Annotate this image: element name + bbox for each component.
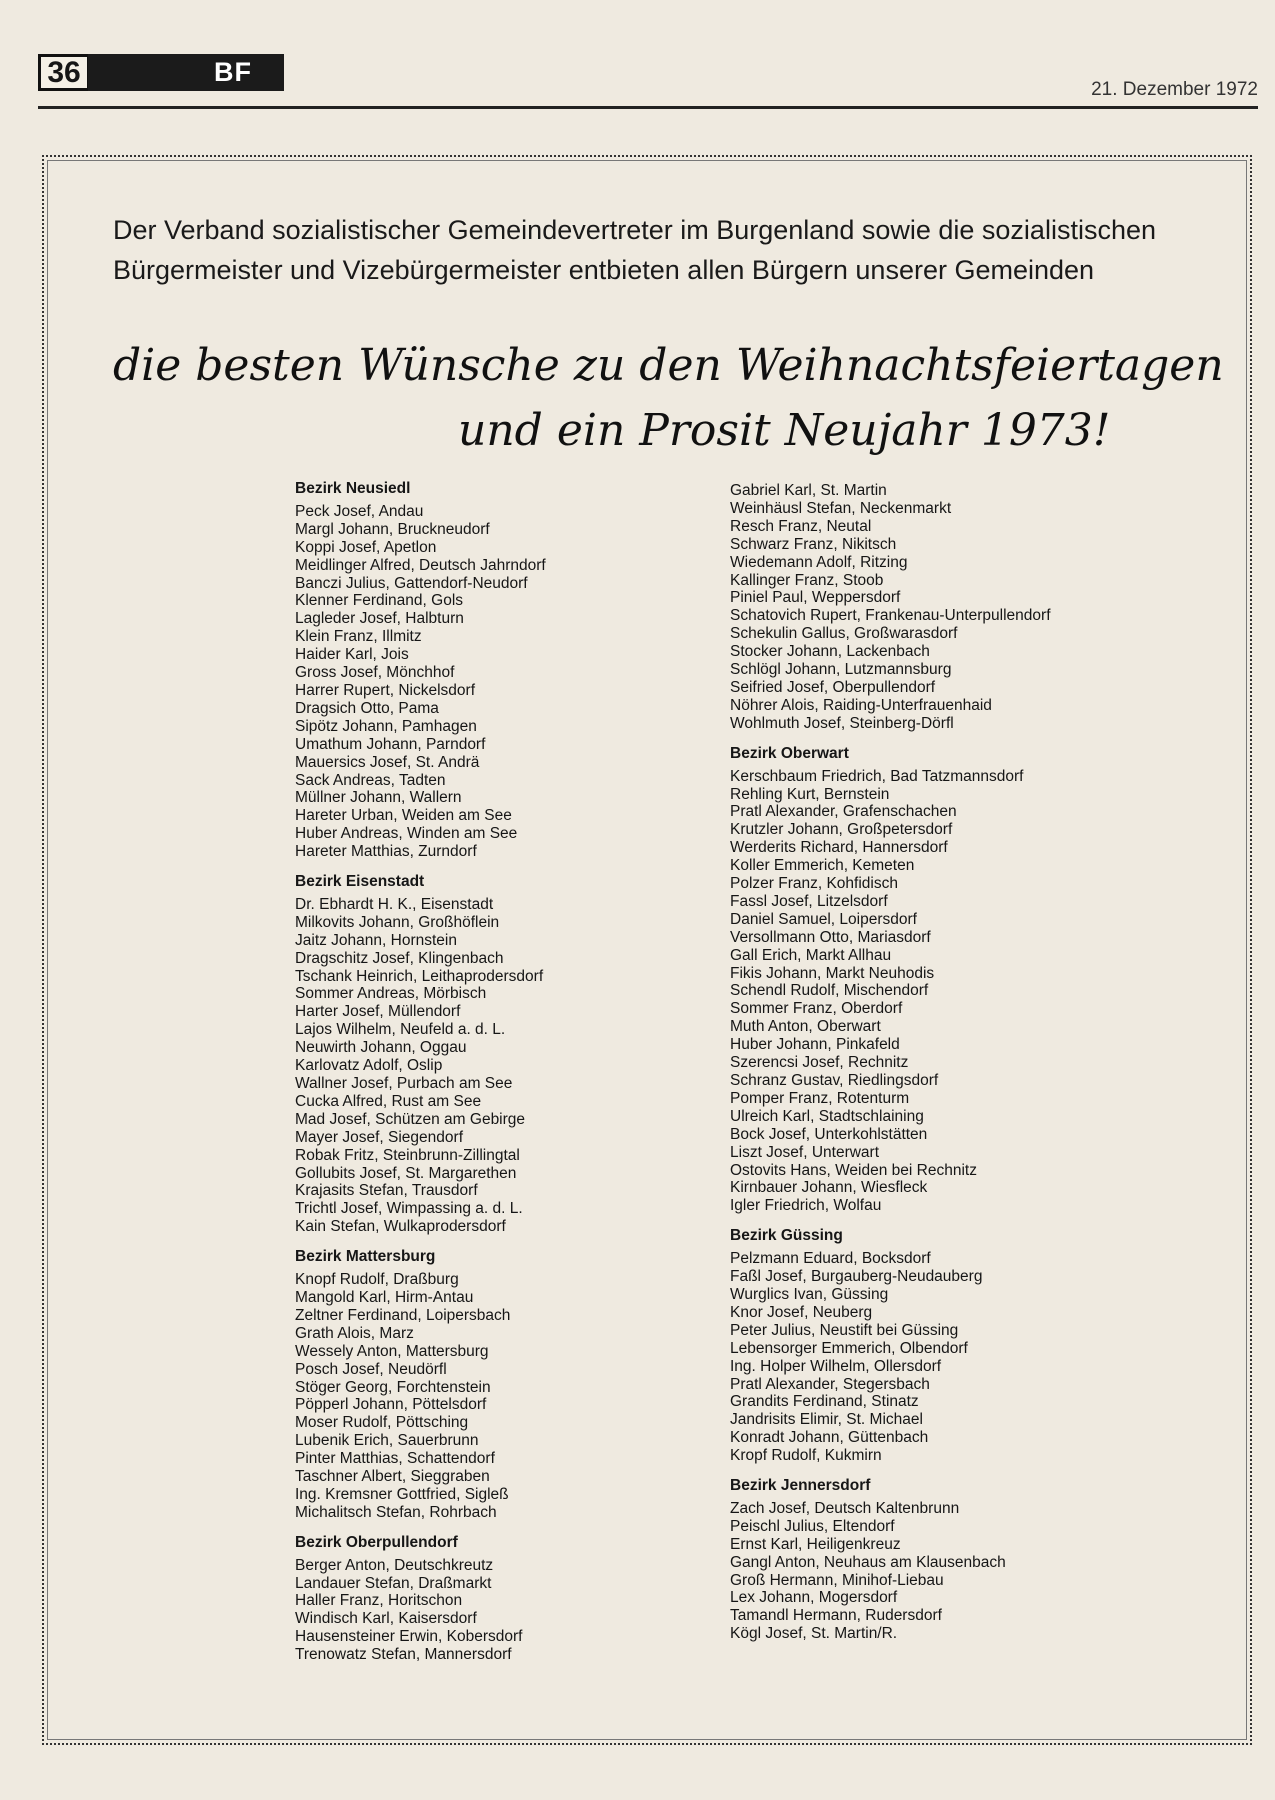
list-item: Schekulin Gallus, Großwarasdorf	[730, 625, 958, 643]
list-item: Kirnbauer Johann, Wiesfleck	[730, 1179, 928, 1197]
list-item: Kropf Rudolf, Kukmirn	[730, 1447, 882, 1465]
district-section	[730, 1227, 1250, 1465]
list-item: Neuwirth Johann, Oggau	[295, 1039, 467, 1057]
list-item: Sommer Andreas, Mörbisch	[295, 985, 487, 1003]
list-item: Polzer Franz, Kohfidisch	[730, 875, 898, 893]
list-item: Trenowatz Stefan, Mannersdorf	[295, 1646, 512, 1664]
list-item: Berger Anton, Deutschkreutz	[295, 1556, 494, 1574]
list-item: Sipötz Johann, Pamhagen	[295, 717, 477, 735]
list-item: Piniel Paul, Weppersdorf	[730, 589, 901, 607]
list-item: Müllner Johann, Wallern	[295, 789, 462, 807]
list-item: Faßl Josef, Burgauberg-Neudauberg	[730, 1268, 983, 1286]
list-item: Gollubits Josef, St. Margarethen	[295, 1164, 517, 1182]
district-section	[295, 480, 735, 861]
list-item: Stöger Georg, Forchtenstein	[295, 1378, 491, 1396]
list-item: Posch Josef, Neudörfl	[295, 1360, 447, 1378]
list-item: Knopf Rudolf, Draßburg	[295, 1271, 459, 1289]
list-item: Cucka Alfred, Rust am See	[295, 1092, 482, 1110]
list-item: Tschank Heinrich, Leithaprodersdorf	[295, 967, 544, 985]
list-item: Pöpperl Johann, Pöttelsdorf	[295, 1396, 487, 1414]
list-item: Kerschbaum Friedrich, Bad Tatzmannsdorf	[730, 767, 1024, 785]
list-item: Lubenik Erich, Sauerbrunn	[295, 1432, 479, 1450]
publication-badge: BF	[88, 54, 284, 91]
name-list	[730, 482, 1250, 733]
list-item: Ernst Karl, Heiligenkreuz	[730, 1535, 901, 1553]
list-item: Dr. Ebhardt H. K., Eisenstadt	[295, 895, 494, 913]
list-item: Grath Alois, Marz	[295, 1324, 414, 1342]
list-item: Hareter Matthias, Zurndorf	[295, 843, 477, 861]
greeting-line-2: und ein Prosit Neujahr 1973!	[458, 405, 1111, 456]
name-list	[730, 1250, 1250, 1465]
name-list	[295, 1271, 735, 1522]
list-item: Koppi Josef, Apetlon	[295, 538, 437, 556]
name-list	[295, 1557, 735, 1664]
list-item: Fikis Johann, Markt Neuhodis	[730, 964, 935, 982]
list-item: Haller Franz, Horitschon	[295, 1592, 463, 1610]
list-item: Schranz Gustav, Riedlingsdorf	[730, 1072, 939, 1089]
names-column-left	[295, 480, 735, 1676]
list-item: Mauersics Josef, St. Andrä	[295, 753, 480, 771]
list-item: Ing. Kremsner Gottfried, Sigleß	[295, 1485, 509, 1503]
list-item: Pelzmann Eduard, Bocksdorf	[730, 1250, 931, 1268]
page-number: 36	[38, 54, 90, 91]
list-item: Mad Josef, Schützen am Gebirge	[295, 1110, 526, 1128]
list-item: Koller Emmerich, Kemeten	[730, 857, 915, 875]
list-item: Peter Julius, Neustift bei Güssing	[730, 1321, 959, 1339]
list-item: Trichtl Josef, Wimpassing a. d. L.	[295, 1200, 523, 1218]
list-item: Moser Rudolf, Pöttsching	[295, 1414, 469, 1432]
page-header	[38, 54, 1258, 110]
list-item: Umathum Johann, Parndorf	[295, 735, 486, 753]
list-item: Nöhrer Alois, Raiding-Unterfrauenhaid	[730, 696, 992, 714]
list-item: Banczi Julius, Gattendorf-Neudorf	[295, 574, 528, 592]
list-item: Milkovits Johann, Großhöflein	[295, 913, 500, 931]
list-item: Seifried Josef, Oberpullendorf	[730, 678, 936, 696]
list-item: Lebensorger Emmerich, Olbendorf	[730, 1339, 968, 1357]
list-item: Lagleder Josef, Halbturn	[295, 610, 464, 628]
list-item: Stocker Johann, Lackenbach	[730, 643, 930, 661]
district-heading: Bezirk Neusiedl	[295, 480, 411, 497]
district-heading: Bezirk Jennersdorf	[730, 1477, 871, 1495]
name-list	[295, 896, 735, 1236]
list-item: Ostovits Hans, Weiden bei Rechnitz	[730, 1161, 977, 1179]
list-item: Gross Josef, Mönchhof	[295, 664, 455, 682]
list-item: Resch Franz, Neutal	[730, 517, 872, 535]
list-item: Pinter Matthias, Schattendorf	[295, 1450, 495, 1468]
list-item: Werderits Richard, Hannersdorf	[730, 839, 948, 857]
district-heading: Bezirk Eisenstadt	[295, 873, 425, 891]
list-item: Karlovatz Adolf, Oslip	[295, 1057, 443, 1075]
list-item: Zach Josef, Deutsch Kaltenbrunn	[730, 1499, 960, 1517]
list-item: Landauer Stefan, Draßmarkt	[295, 1574, 492, 1592]
list-item: Taschner Albert, Sieggraben	[295, 1468, 490, 1486]
list-item: Hareter Urban, Weiden am See	[295, 807, 512, 825]
header-rule	[38, 106, 1258, 109]
district-heading: Bezirk Oberpullendorf	[295, 1533, 458, 1551]
list-item: Gangl Anton, Neuhaus am Klausenbach	[730, 1553, 1006, 1571]
names-column-right	[730, 482, 1250, 1655]
list-item: Pratl Alexander, Stegersbach	[730, 1375, 930, 1393]
list-item: Krutzler Johann, Großpetersdorf	[730, 821, 953, 839]
list-item: Michalitsch Stefan, Rohrbach	[295, 1503, 497, 1521]
list-item: Pratl Alexander, Grafenschachen	[730, 803, 957, 821]
list-item: Mayer Josef, Siegendorf	[295, 1128, 464, 1146]
list-item: Bock Josef, Unterkohlstätten	[730, 1125, 928, 1143]
list-item: Wessely Anton, Mattersburg	[295, 1342, 489, 1360]
name-list	[730, 1500, 1250, 1643]
list-item: Kallinger Franz, Stoob	[730, 571, 884, 589]
list-item: Meidlinger Alfred, Deutsch Jahrndorf	[295, 556, 546, 574]
list-item: Rehling Kurt, Bernstein	[730, 785, 890, 803]
district-section	[730, 745, 1250, 1216]
list-item: Knor Josef, Neuberg	[730, 1303, 873, 1321]
list-item: Schatovich Rupert, Frankenau-Unterpullendorf	[730, 607, 1051, 625]
name-list	[730, 768, 1250, 1216]
list-item: Sack Andreas, Tadten	[295, 771, 446, 789]
list-item: Klenner Ferdinand, Gols	[295, 592, 464, 610]
list-item: Gabriel Karl, St. Martin	[730, 482, 887, 499]
list-item: Weinhäusl Stefan, Neckenmarkt	[730, 499, 952, 517]
list-item: Dragsich Otto, Pama	[295, 699, 439, 717]
greeting-line-1: die besten Wünsche zu den Weihnachtsfeiertagen	[113, 340, 1224, 391]
district-section	[730, 482, 1250, 733]
list-item: Pomper Franz, Rotenturm	[730, 1089, 910, 1107]
list-item: Gall Erich, Markt Allhau	[730, 946, 892, 964]
name-list	[295, 503, 735, 861]
list-item: Schendl Rudolf, Mischendorf	[730, 982, 929, 1000]
list-item: Huber Johann, Pinkafeld	[730, 1036, 900, 1054]
district-section	[295, 873, 735, 1236]
list-item: Huber Andreas, Winden am See	[295, 825, 518, 843]
list-item: Liszt Josef, Unterwart	[730, 1143, 880, 1161]
list-item: Wiedemann Adolf, Ritzing	[730, 553, 908, 571]
list-item: Mangold Karl, Hirm-Antau	[295, 1288, 474, 1306]
list-item: Kögl Josef, St. Martin/R.	[730, 1625, 898, 1643]
list-item: Peck Josef, Andau	[295, 502, 424, 520]
list-item: Hausensteiner Erwin, Kobersdorf	[295, 1628, 523, 1646]
list-item: Wohlmuth Josef, Steinberg-Dörfl	[730, 714, 954, 732]
district-heading: Bezirk Güssing	[730, 1227, 843, 1245]
list-item: Lex Johann, Mogersdorf	[730, 1589, 898, 1607]
list-item: Margl Johann, Bruckneudorf	[295, 520, 490, 538]
list-item: Wurglics Ivan, Güssing	[730, 1285, 889, 1303]
list-item: Windisch Karl, Kaisersdorf	[295, 1610, 477, 1628]
district-section	[295, 1534, 735, 1664]
list-item: Schlögl Johann, Lutzmannsburg	[730, 661, 952, 679]
list-item: Krajasits Stefan, Trausdorf	[295, 1182, 478, 1200]
list-item: Sommer Franz, Oberdorf	[730, 1000, 903, 1018]
list-item: Harter Josef, Müllendorf	[295, 1003, 461, 1021]
list-item: Grandits Ferdinand, Stinatz	[730, 1393, 919, 1411]
intro-text: Der Verband sozialistischer Gemeindevertreter im Burgenland sowie die sozialistischen Bürgermeister und Vizebürgermeister entbieten allen Bürgern unserer Gemeinden	[113, 215, 1156, 285]
list-item: Wallner Josef, Purbach am See	[295, 1075, 513, 1092]
list-item: Robak Fritz, Steinbrunn-Zillingtal	[295, 1146, 520, 1164]
list-item: Jaitz Johann, Hornstein	[295, 931, 457, 949]
list-item: Igler Friedrich, Wolfau	[730, 1197, 882, 1215]
list-item: Groß Hermann, Minihof-Liebau	[730, 1571, 944, 1589]
list-item: Ing. Holper Wilhelm, Ollersdorf	[730, 1357, 942, 1375]
list-item: Klein Franz, Illmitz	[295, 628, 422, 646]
list-item: Lajos Wilhelm, Neufeld a. d. L.	[295, 1021, 506, 1039]
list-item: Versollmann Otto, Mariasdorf	[730, 928, 931, 946]
list-item: Dragschitz Josef, Klingenbach	[295, 949, 504, 967]
list-item: Daniel Samuel, Loipersdorf	[730, 910, 917, 928]
list-item: Kain Stefan, Wulkaprodersdorf	[295, 1218, 506, 1236]
list-item: Konradt Johann, Güttenbach	[730, 1429, 929, 1447]
issue-date: 21. Dezember 1972	[1091, 79, 1258, 100]
list-item: Haider Karl, Jois	[295, 646, 409, 664]
list-item: Zeltner Ferdinand, Loipersbach	[295, 1306, 511, 1324]
district-section	[295, 1248, 735, 1522]
list-item: Szerencsi Josef, Rechnitz	[730, 1054, 909, 1072]
list-item: Muth Anton, Oberwart	[730, 1018, 881, 1036]
list-item: Harrer Rupert, Nickelsdorf	[295, 681, 476, 699]
list-item: Tamandl Hermann, Rudersdorf	[730, 1607, 942, 1625]
district-heading: Bezirk Oberwart	[730, 744, 849, 762]
list-item: Peischl Julius, Eltendorf	[730, 1517, 895, 1535]
district-section	[730, 1477, 1250, 1643]
list-item: Schwarz Franz, Nikitsch	[730, 535, 897, 553]
list-item: Fassl Josef, Litzelsdorf	[730, 892, 888, 910]
list-item: Jandrisits Elimir, St. Michael	[730, 1411, 923, 1429]
list-item: Ulreich Karl, Stadtschlaining	[730, 1107, 924, 1125]
district-heading: Bezirk Mattersburg	[295, 1248, 436, 1266]
